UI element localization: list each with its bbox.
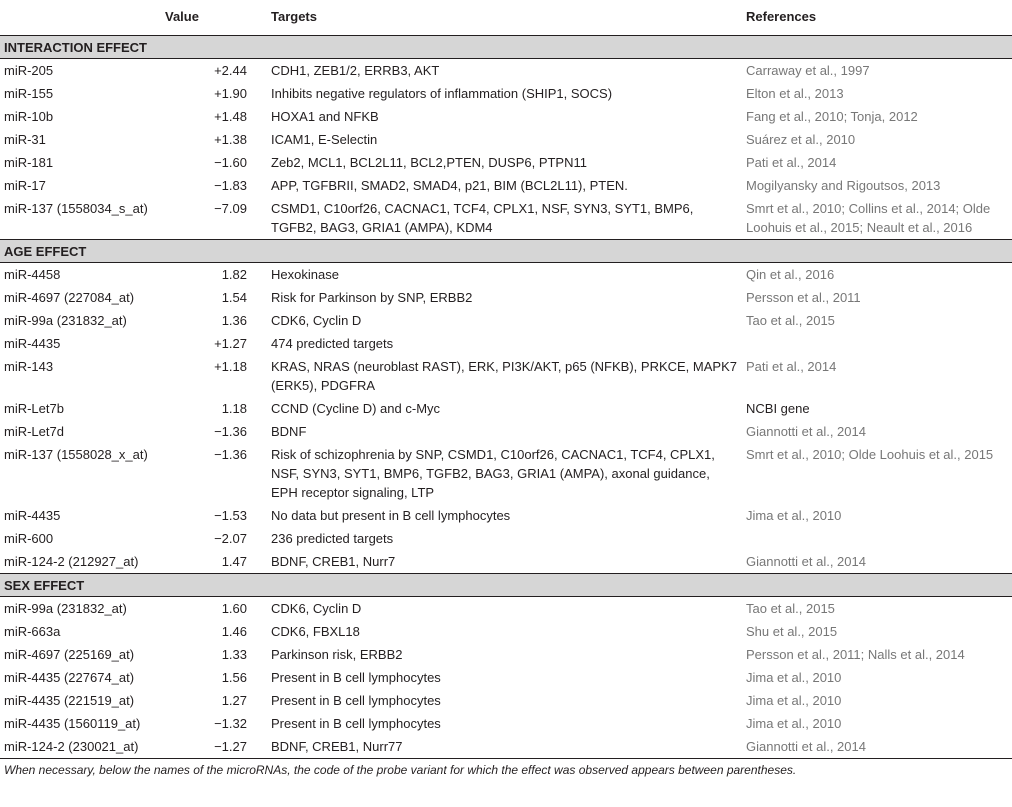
mirna-name: miR-155 [4,86,54,101]
effect-value: +1.90 [214,86,247,101]
table-row [0,309,1012,332]
header-references: References [746,9,817,24]
effect-value: −1.83 [214,178,247,193]
table-row [0,174,1012,197]
effect-value: +1.48 [214,109,247,124]
section-header [0,240,1012,263]
table-row [0,151,1012,174]
table-row [0,59,1012,83]
section-header [0,574,1012,597]
table-row [0,128,1012,151]
mirna-name: miR-99a (231832_at) [4,601,127,616]
targets-cell: BDNF, CREB1, Nurr7 [271,554,396,569]
table-row [0,82,1012,105]
mirna-name: miR-4435 [4,508,61,523]
reference-cell: Pati et al., 2014 [746,155,837,170]
table-row [0,397,1012,420]
targets-cell: ICAM1, E-Selectin [271,132,378,147]
targets-cell: CDK6, FBXL18 [271,624,360,639]
targets-cell: Present in B cell lymphocytes [271,693,441,708]
section-title: SEX EFFECT [0,574,1012,597]
reference-cell: Persson et al., 2011 [746,290,861,305]
reference-cell: Mogilyansky and Rigoutsos, 2013 [746,178,941,193]
reference-cell: Shu et al., 2015 [746,624,838,639]
table-row [0,420,1012,443]
table-row [0,689,1012,712]
effect-value: 1.33 [221,647,247,662]
table-header [0,0,1012,36]
targets-cell: Risk for Parkinson by SNP, ERBB2 [271,290,473,305]
table-row [0,712,1012,735]
effect-value: 1.60 [221,601,247,616]
reference-cell [742,332,1012,355]
reference-cell: Pati et al., 2014 [746,359,837,374]
mirna-name: miR-Let7b [4,401,64,416]
targets-cell: CDK6, Cyclin D [271,313,362,328]
effect-value: 1.46 [221,624,247,639]
table-row [0,597,1012,621]
effect-value: 1.47 [221,554,247,569]
mirna-name: miR-4435 (221519_at) [4,693,135,708]
mirna-name: miR-Let7d [4,424,64,439]
effect-value: −1.27 [165,735,267,759]
effect-value: +1.18 [214,359,247,374]
targets-cell: Risk of schizophrenia by SNP, CSMD1, C10orf26, CACNAC1, TCF4, CPLX1, NSF, SYN3, SYT1, BMP6, TGFB2, BAG3, GRIA1 (AMPA), axonal guidance, EPH receptor signaling, LTP [271,447,715,500]
reference-cell: Jima et al., 2010 [746,670,842,685]
mirna-name: miR-17 [4,178,46,193]
reference-cell [742,527,1012,550]
table-row [0,550,1012,574]
targets-cell: CDH1, ZEB1/2, ERRB3, AKT [271,63,440,78]
targets-cell: Present in B cell lymphocytes [271,670,441,685]
mirna-name: miR-600 [4,531,54,546]
targets-cell: HOXA1 and NFKB [271,109,379,124]
table-row [0,666,1012,689]
effect-value: +2.44 [214,63,247,78]
targets-cell: CSMD1, C10orf26, CACNAC1, TCF4, CPLX1, NSF, SYN3, SYT1, BMP6, TGFB2, BAG3, GRIA1 (AMPA), KDM4 [271,201,694,235]
effect-value: 1.54 [221,290,247,305]
reference-cell: Jima et al., 2010 [746,693,842,708]
table-row [0,355,1012,397]
mirna-name: miR-99a (231832_at) [4,313,127,328]
effect-value: −2.07 [214,531,247,546]
table-row [0,643,1012,666]
mirna-name: miR-124-2 (212927_at) [4,554,139,569]
table-body [0,36,1012,759]
mirna-name: miR-124-2 (230021_at) [0,735,165,759]
targets-cell: Hexokinase [271,267,339,282]
reference-cell: Jima et al., 2010 [746,716,842,731]
mirna-name: miR-205 [4,63,54,78]
reference-cell: Elton et al., 2013 [746,86,844,101]
reference-cell: NCBI gene [746,401,810,416]
table-footnote: When necessary, below the names of the microRNAs, the code of the probe variant for which the effect was observed appears between parentheses. [4,763,797,777]
table-row [0,105,1012,128]
targets-cell: Inhibits negative regulators of inflammation (SHIP1, SOCS) [271,86,613,101]
effect-value: +1.38 [214,132,247,147]
table-row [0,332,1012,355]
table-row [0,504,1012,527]
mirna-name: miR-10b [4,109,54,124]
effect-value: 1.18 [221,401,247,416]
mirna-name: miR-31 [4,132,46,147]
effect-value: −1.60 [214,155,247,170]
table-row [0,527,1012,550]
effect-value: 1.27 [221,693,247,708]
reference-cell: Giannotti et al., 2014 [746,424,866,439]
table-row [0,620,1012,643]
targets-cell: APP, TGFBRII, SMAD2, SMAD4, p21, BIM (BCL2L11), PTEN. [271,178,628,193]
targets-cell: KRAS, NRAS (neuroblast RAST), ERK, PI3K/AKT, p65 (NFKB), PRKCE, MAPK7 (ERK5), PDGFRA [271,359,737,393]
effect-value: 1.82 [221,267,247,282]
header-targets: Targets [271,9,317,24]
effect-value: −1.53 [214,508,247,523]
mirna-name: miR-4435 (1560119_at) [4,716,141,731]
reference-cell: Tao et al., 2015 [746,313,835,328]
effect-value: 1.56 [221,670,247,685]
effect-value: 1.36 [221,313,247,328]
mirna-name: miR-137 (1558034_s_at) [4,201,148,216]
reference-cell: Tao et al., 2015 [746,601,835,616]
header-name [0,0,165,36]
header-value: Value [165,9,199,24]
table-row [0,263,1012,287]
targets-cell: 474 predicted targets [271,336,394,351]
targets-cell: Zeb2, MCL1, BCL2L11, BCL2,PTEN, DUSP6, PTPN11 [271,155,587,170]
reference-cell: Smrt et al., 2010; Olde Loohuis et al., 2015 [746,447,994,462]
effect-value: −1.36 [214,424,247,439]
mirna-name: miR-137 (1558028_x_at) [4,447,148,462]
targets-cell: CCND (Cycline D) and c-Myc [271,401,441,416]
reference-cell: Jima et al., 2010 [746,508,842,523]
table-row [0,197,1012,240]
section-header [0,36,1012,59]
targets-cell: Parkinson risk, ERBB2 [271,647,403,662]
targets-cell: CDK6, Cyclin D [271,601,362,616]
targets-cell: BDNF [271,424,307,439]
mirna-name: miR-4458 [4,267,61,282]
reference-cell: Smrt et al., 2010; Collins et al., 2014; Olde Loohuis et al., 2015; Neault et al., 2016 [746,201,991,235]
reference-cell: Persson et al., 2011; Nalls et al., 2014 [746,647,965,662]
mirna-name: miR-4697 (225169_at) [4,647,135,662]
mirna-name: miR-4435 [4,336,61,351]
reference-cell: Suárez et al., 2010 [746,132,856,147]
effect-value: −1.32 [214,716,247,731]
targets-cell: BDNF, CREB1, Nurr77 [267,735,742,759]
section-title: AGE EFFECT [0,240,1012,263]
reference-cell: Giannotti et al., 2014 [746,554,866,569]
mirna-name: miR-4697 (227084_at) [4,290,135,305]
table-row [0,286,1012,309]
mirna-name: miR-4435 (227674_at) [4,670,135,685]
table-row [0,443,1012,504]
mirna-name: miR-663a [4,624,61,639]
targets-cell: No data but present in B cell lymphocytes [271,508,511,523]
reference-cell: Qin et al., 2016 [746,267,835,282]
section-title: INTERACTION EFFECT [0,36,1012,59]
reference-cell: Carraway et al., 1997 [746,63,870,78]
effect-value: −1.36 [214,447,247,462]
mirna-name: miR-181 [4,155,54,170]
targets-cell: 236 predicted targets [271,531,394,546]
mirna-name: miR-143 [4,359,54,374]
table-row [0,735,1012,759]
effect-value: +1.27 [214,336,247,351]
reference-cell: Fang et al., 2010; Tonja, 2012 [746,109,918,124]
effect-value: −7.09 [214,201,247,216]
reference-cell: Giannotti et al., 2014 [742,735,1012,759]
targets-cell: Present in B cell lymphocytes [271,716,441,731]
